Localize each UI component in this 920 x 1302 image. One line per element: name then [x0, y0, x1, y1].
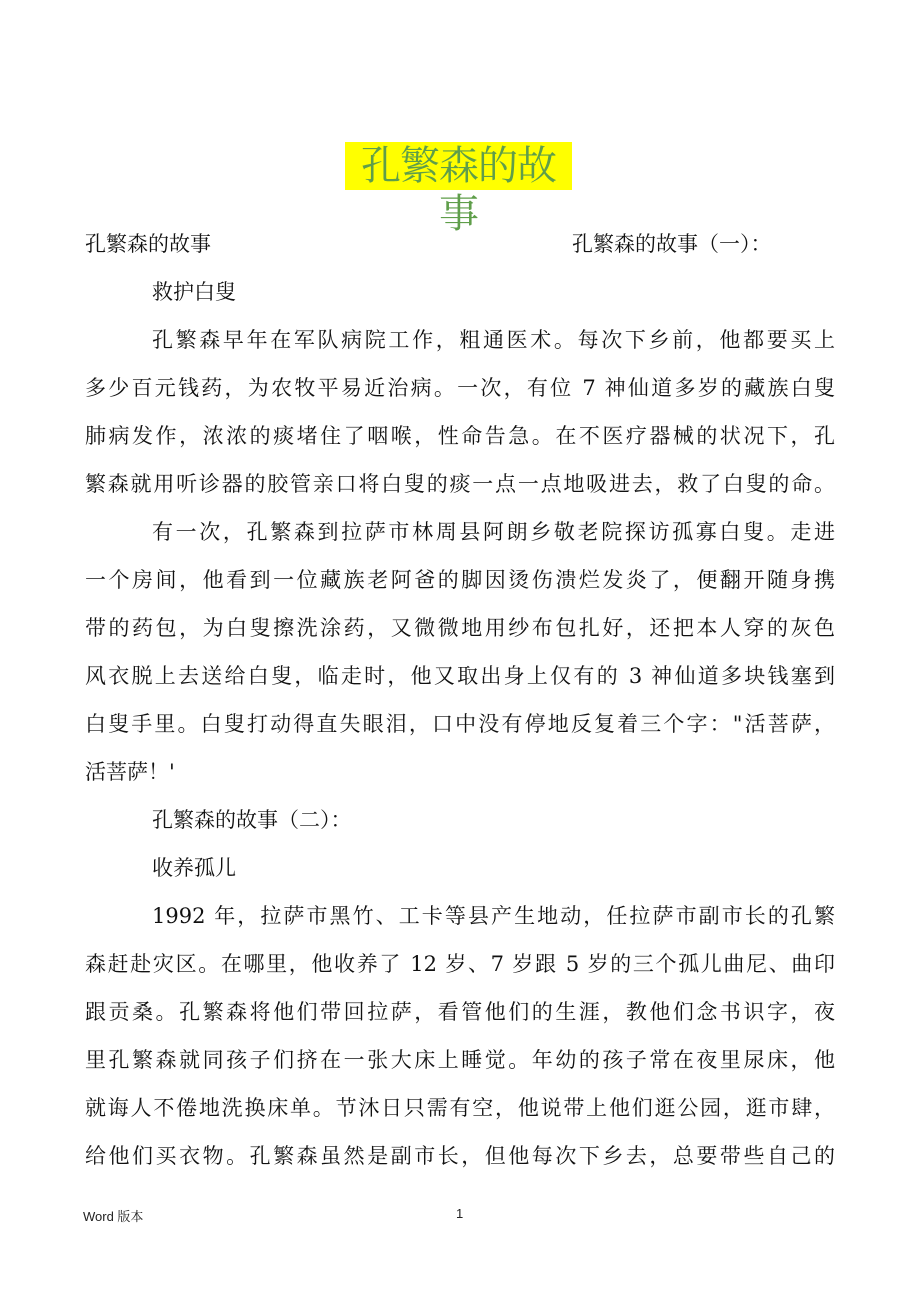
text-line: 白叟手里。白叟打动得直失眼泪，口中没有停地反复着三个字："活菩萨， [85, 712, 835, 736]
text-line: 1992 年，拉萨市黑竹、工卡等县产生地动，任拉萨市副市长的孔繁 [152, 904, 835, 928]
text-line: 有一次，孔繁森到拉萨市林周县阿朗乡敬老院探访孤寡白叟。走进 [152, 520, 835, 544]
header-line-right: 孔繁森的故事（一）： [572, 232, 772, 256]
text-line: 繁森就用听诊器的胶管亲口将白叟的痰一点一点地吸进去，救了白叟的命。 [85, 472, 835, 496]
text-line: 里孔繁森就同孩子们挤在一张大床上睡觉。年幼的孩子常在夜里尿床，他 [85, 1048, 835, 1072]
text-line: 多少百元钱药，为农牧平易近治病。一次，有位 7 神仙道多岁的藏族白叟 [85, 376, 835, 400]
text-line: 带的药包，为白叟擦洗涂药，又微微地用纱布包扎好，还把本人穿的灰色 [85, 616, 835, 640]
text-line: 一个房间，他看到一位藏族老阿爸的脚因烫伤溃烂发炎了，便翻开随身携 [85, 568, 835, 592]
footer-label: Word 版本 [83, 1209, 144, 1224]
text-line: 森赶赴灾区。在哪里，他收养了 12 岁、7 岁跟 5 岁的三个孤儿曲尼、曲印 [85, 952, 835, 976]
text-line: 就诲人不倦地洗换床单。节沐日只需有空，他说带上他们逛公园，逛市肆， [85, 1096, 835, 1120]
document-title: 孔繁森的故事 [345, 142, 572, 190]
text-line: 活菩萨！' [85, 760, 175, 784]
text-line: 跟贡桑。孔繁森将他们带回拉萨，看管他们的生涯，教他们念书识字，夜 [85, 1000, 835, 1024]
document-body [85, 220, 835, 1180]
text-line: 肺病发作，浓浓的痰堵住了咽喉，性命告急。在不医疗器械的状况下，孔 [85, 424, 835, 448]
text-line: 给他们买衣物。孔繁森虽然是副市长，但他每次下乡去，总要带些自己的 [85, 1144, 835, 1168]
text-line: 收养孤儿 [152, 856, 236, 880]
text-line: 救护白叟 [152, 280, 236, 304]
header-line-left: 孔繁森的故事 [85, 232, 211, 256]
text-line: 孔繁森的故事（二）： [152, 808, 352, 832]
text-line: 风衣脱上去送给白叟，临走时，他又取出身上仅有的 3 神仙道多块钱塞到 [85, 664, 835, 688]
page-number: 1 [456, 1206, 464, 1221]
header-line [85, 220, 835, 268]
text-line: 孔繁森早年在军队病院工作，粗通医术。每次下乡前，他都要买上 [152, 328, 835, 352]
